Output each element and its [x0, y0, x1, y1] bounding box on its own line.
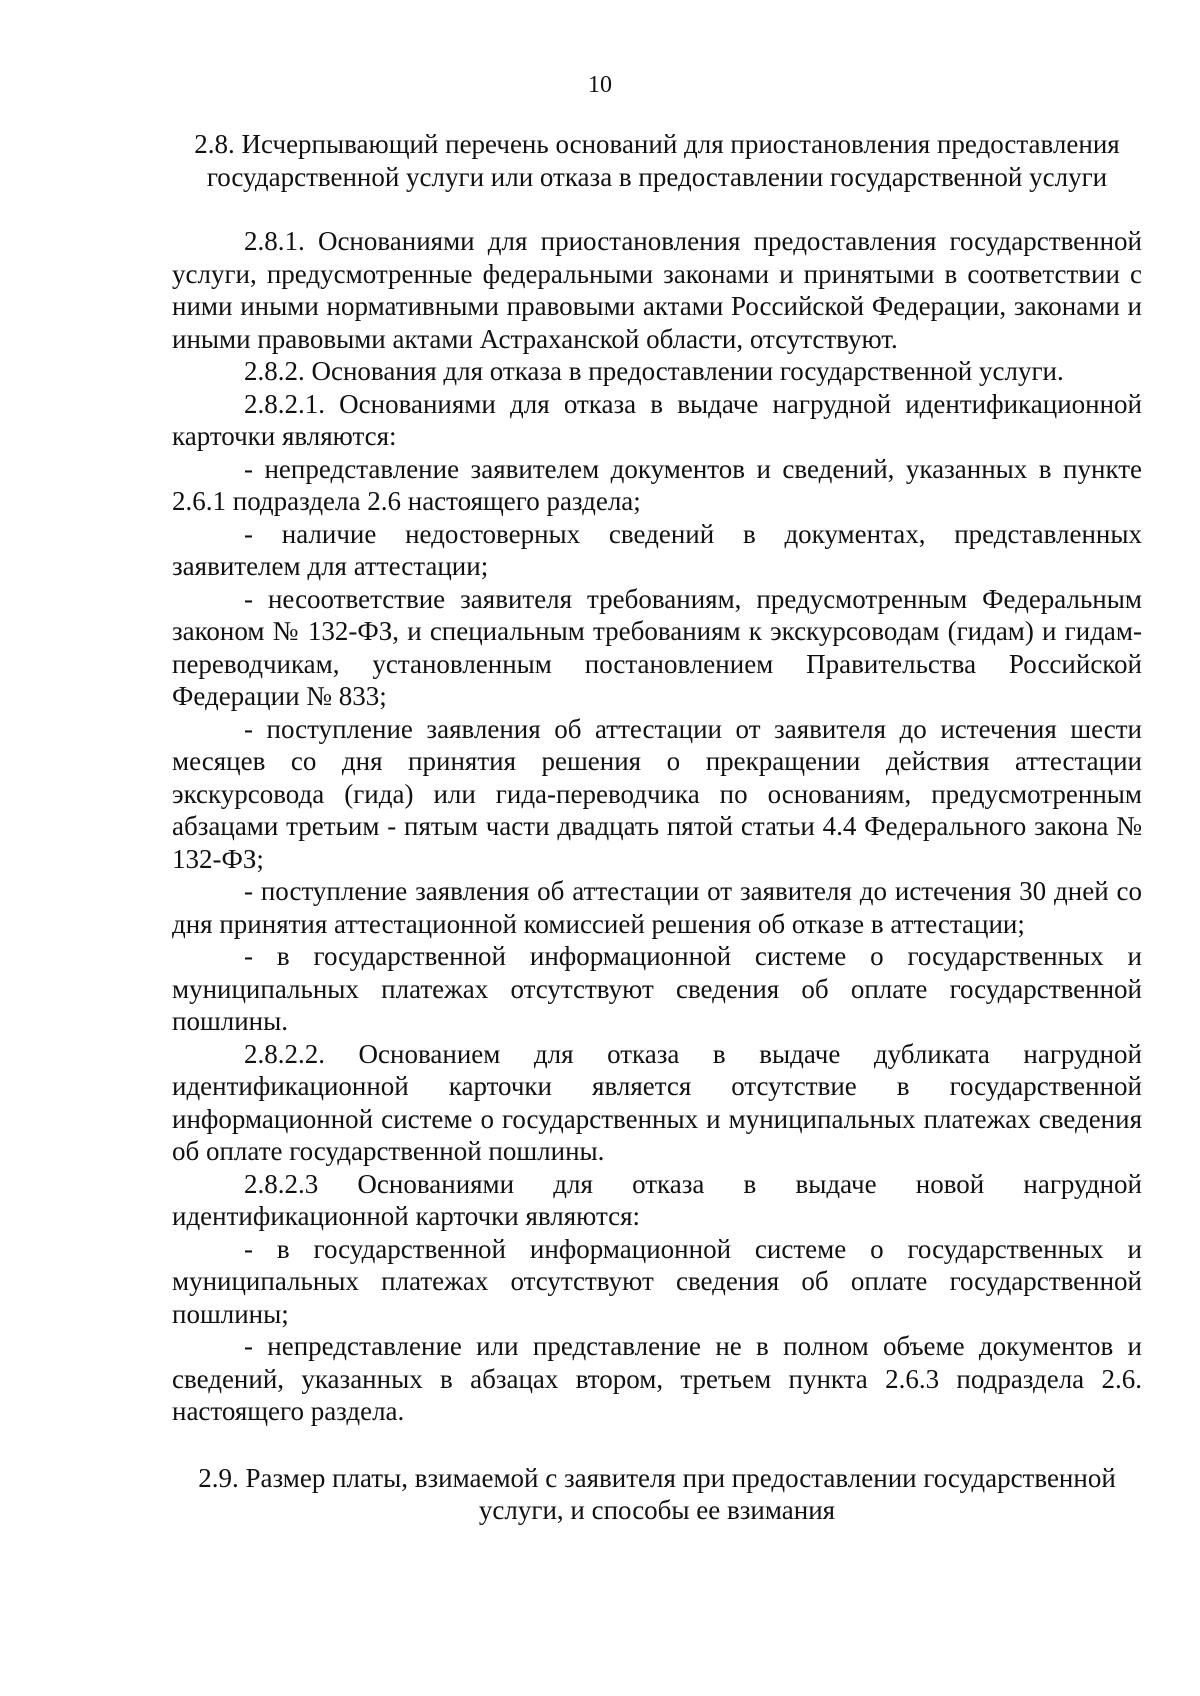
section-heading-2-8: 2.8. Исчерпывающий перечень оснований для приостановления предоставления государственной услуги или отказа в предоставлении государственной услуги	[194, 129, 1120, 192]
paragraph-2-8-2-2: 2.8.2.2. Основанием для отказа в выдаче дубликата нагрудной идентификационной карточки является отсутствие в государственной информационной системе о государственных и муниципальных платежах сведения об оплате государственной пошлины.	[172, 1038, 1142, 1166]
list-item: - несоответствие заявителя требованиям, предусмотренным Федеральным законом № 132-ФЗ, и специальным требованиям к экскурсоводам (гидам) и гидам-переводчикам, установленным постановлением Правительства Российской Федерации № 833;	[172, 583, 1142, 711]
paragraph-2-8-2: 2.8.2. Основания для отказа в предоставлении государственной услуги.	[244, 356, 1064, 386]
document-body	[172, 128, 1142, 1527]
page-number: 10	[588, 72, 612, 98]
spacer	[172, 1428, 1142, 1462]
paragraph-2-8-2-1: 2.8.2.1. Основаниями для отказа в выдаче нагрудной идентификационной карточки являются:	[172, 388, 1142, 451]
list-item: - поступление заявления об аттестации от заявителя до истечения 30 дней со дня принятия аттестационной комиссией решения об отказе в аттестации;	[172, 876, 1142, 939]
list-item: - непредставление или представление не в полном объеме документов и сведений, указанных в абзацах втором, третьем пункта 2.6.3 подраздела 2.6. настоящего раздела.	[172, 1331, 1142, 1426]
list-item: - наличие недостоверных сведений в документах, представленных заявителем для аттестации;	[172, 518, 1142, 581]
paragraph-2-8-2-3: 2.8.2.3 Основаниями для отказа в выдаче новой нагрудной идентификационной карточки являются:	[172, 1168, 1142, 1231]
paragraph-2-8-1: 2.8.1. Основаниями для приостановления предоставления государственной услуги, предусмотренные федеральными законами и принятыми в соответствии с ними иными нормативными правовыми актами Российской Федерации, законами и иными правовыми актами Астраханской области, отсутствуют.	[172, 226, 1142, 354]
list-item: - непредставление заявителем документов и сведений, указанных в пункте 2.6.1 подраздела 2.6 настоящего раздела;	[172, 453, 1142, 516]
list-item: - в государственной информационной системе о государственных и муниципальных платежах отсутствуют сведения об оплате государственной пошлины.	[172, 941, 1142, 1036]
list-item: - в государственной информационной системе о государственных и муниципальных платежах отсутствуют сведения об оплате государственной пошлины;	[172, 1233, 1142, 1329]
list-item: - поступление заявления об аттестации от заявителя до истечения шести месяцев со дня принятия решения о прекращении действия аттестации экскурсовода (гида) или гида-переводчика по основаниям, предусмотренным абзацами третьим - пятым части двадцать пятой статьи 4.4 Федерального закона № 132-ФЗ;	[172, 713, 1142, 874]
section-heading-2-9: 2.9. Размер платы, взимаемой с заявителя при предоставлении государственной услуги, и способы ее взимания	[198, 1462, 1116, 1525]
spacer	[172, 193, 1142, 225]
